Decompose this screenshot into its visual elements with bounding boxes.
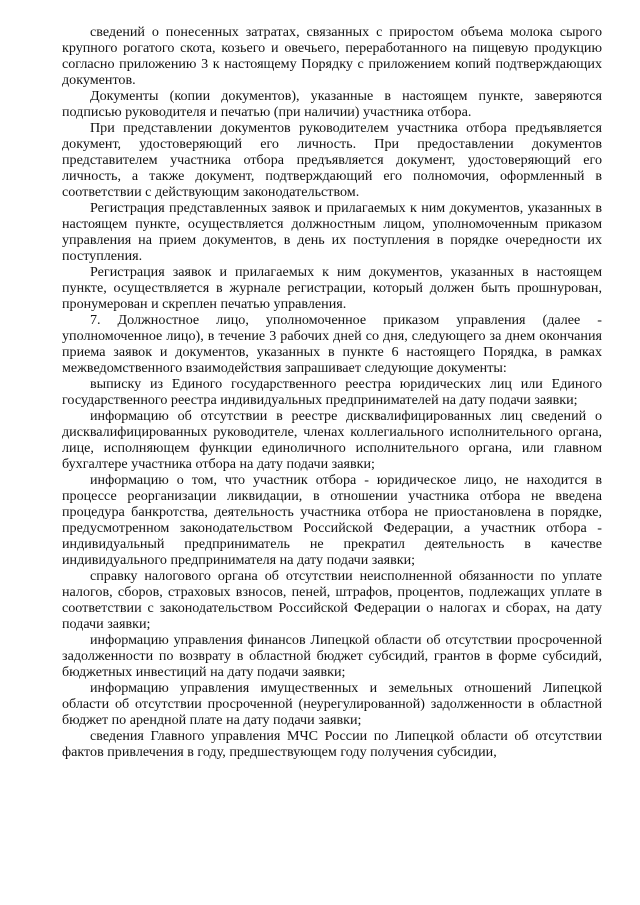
list-item-mchs-info: сведения Главного управления МЧС России по Липецкой области об отсутствии фактов привлечения в году, предшествующем году получения субсидии, — [62, 728, 602, 760]
list-item-property-department-info: информацию управления имущественных и земельных отношений Липецкой области об отсутствии просроченной (неурегулированной) задолженности в областной бюджет по арендной плате на дату подачи заявки; — [62, 680, 602, 728]
paragraph-item-7: 7. Должностное лицо, уполномоченное приказом управления (далее - уполномоченное лицо), в течение 3 рабочих дней со дня, следующего за днем окончания приема заявок и документов, указанных в пункте 6 настоящего Порядка, в рамках межведомственного взаимодействия запрашивает следующие документы: — [62, 312, 602, 376]
paragraph-milk-costs: сведений о понесенных затратах, связанных с приростом объема молока сырого крупного рогатого скота, козьего и овечьего, переработанного на пищевую продукцию согласно приложению 3 к настоящему Порядку с приложением копий подтверждающих документов. — [62, 24, 602, 88]
paragraph-document-certification: Документы (копии документов), указанные в настоящем пункте, заверяются подписью руководителя и печатью (при наличии) участника отбора. — [62, 88, 602, 120]
paragraph-identity-documents: При представлении документов руководителем участника отбора предъявляется документ, удостоверяющий его личность. При предоставлении документов представителем участника отбора предъявляется документ, удостоверяющий его личность, а также документ, подтверждающий его полномочия, оформленный в соответствии с действующим законодательством. — [62, 120, 602, 200]
list-item-finance-department-info: информацию управления финансов Липецкой области об отсутствии просроченной задолженности по возврату в областной бюджет субсидий, грантов в форме субсидий, бюджетных инвестиций на дату подачи заявки; — [62, 632, 602, 680]
list-item-tax-certificate: справку налогового органа об отсутствии неисполненной обязанности по уплате налогов, сборов, страховых взносов, пеней, штрафов, процентов, подлежащих уплате в соответствии с законодательством Российской Федерации о налогах и сборах, на дату подачи заявки; — [62, 568, 602, 632]
list-item-reorganization-status: информацию о том, что участник отбора - юридическое лицо, не находится в процессе реорганизации ликвидации, в отношении участника отбора не введена процедура банкротства, деятельность участника отбора не приостановлена в порядке, предусмотренном законодательством Российской Федерации, а участник отбора - индивидуальный предприниматель не прекратил деятельность в качестве индивидуального предпринимателя на дату подачи заявки; — [62, 472, 602, 568]
paragraph-registration-officer: Регистрация представленных заявок и прилагаемых к ним документов, указанных в настоящем пункте, осуществляется должностным лицом, уполномоченным приказом управления на прием документов, в день их поступления в порядке очередности их поступления. — [62, 200, 602, 264]
list-item-egrul-extract: выписку из Единого государственного реестра юридических лиц или Единого государственного реестра индивидуальных предпринимателей на дату подачи заявки; — [62, 376, 602, 408]
paragraph-registration-journal: Регистрация заявок и прилагаемых к ним документов, указанных в настоящем пункте, осуществляется в журнале регистрации, который должен быть прошнурован, пронумерован и скреплен печатью управления. — [62, 264, 602, 312]
list-item-disqualified-persons: информацию об отсутствии в реестре дисквалифицированных лиц сведений о дисквалифицированных руководителе, членах коллегиального исполнительного органа, лице, исполняющем функции единоличного исполнительного органа, или главном бухгалтере участника отбора на дату подачи заявки; — [62, 408, 602, 472]
